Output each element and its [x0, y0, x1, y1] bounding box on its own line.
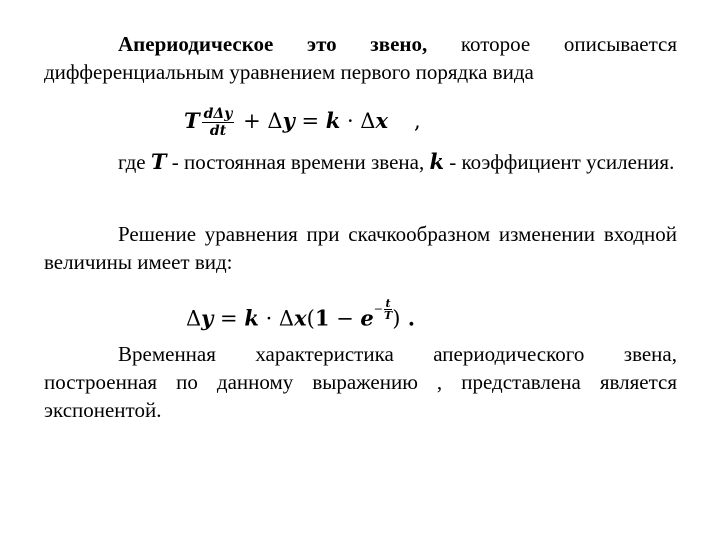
conclusion-paragraph: Временная характеристика апериодического звена, построенная по данному выражению , представлена является экспонентой. — [44, 342, 677, 422]
eq2-one: 1 — [314, 305, 330, 331]
legend-text-2: - постоянная времени звена, — [166, 150, 430, 174]
legend-text-3: - коэффициент усиления. — [444, 150, 675, 174]
eq1-plus: + Δ — [236, 109, 283, 133]
eq1-x: x — [375, 108, 389, 133]
eq1-comma: , — [414, 109, 421, 133]
eq1-denominator: dt — [209, 123, 227, 139]
eq1-dot: · Δ — [340, 109, 376, 133]
eq1-numerator: dΔy — [203, 106, 233, 122]
eq2-dot: · Δ — [258, 306, 295, 331]
legend-paragraph — [44, 148, 677, 176]
eq2-exp-sign: − — [373, 302, 383, 316]
eq2-minus: − — [329, 306, 361, 331]
definition-paragraph — [44, 30, 677, 86]
legend-T: T — [150, 149, 167, 174]
eq1-T: T — [184, 108, 200, 133]
solution-paragraph: Решение уравнения при скачкообразном изменении входной величины имеет вид: — [44, 222, 677, 274]
eq2-close-paren: ) — [392, 306, 401, 331]
differential-equation — [184, 106, 421, 139]
eq1-fraction — [202, 106, 235, 139]
eq1-equals: = — [294, 109, 326, 133]
eq2-k: k — [244, 305, 259, 331]
eq2-exponent — [374, 298, 392, 321]
legend-text-1: где — [118, 150, 151, 174]
eq2-exp-fraction — [384, 298, 392, 321]
eq2-x: x — [294, 305, 307, 331]
eq2-period: . — [400, 305, 416, 331]
eq1-k: k — [325, 108, 341, 133]
solution-equation — [186, 298, 415, 331]
eq2-exp-t: t — [385, 297, 391, 310]
eq1-y: y — [282, 108, 295, 133]
definition-term: Апериодическое это звено, — [118, 32, 428, 56]
definition-text: которое описывается дифференциальным уравнением первого порядка вида — [44, 32, 677, 84]
eq2-open-paren: ( — [306, 306, 315, 331]
eq2-equals: = — [213, 306, 245, 331]
eq2-y: y — [201, 305, 214, 331]
legend-k: k — [429, 149, 445, 174]
eq2-exp-T: T — [384, 309, 393, 322]
eq2-delta: Δ — [186, 306, 202, 331]
eq2-e: e — [360, 305, 374, 331]
